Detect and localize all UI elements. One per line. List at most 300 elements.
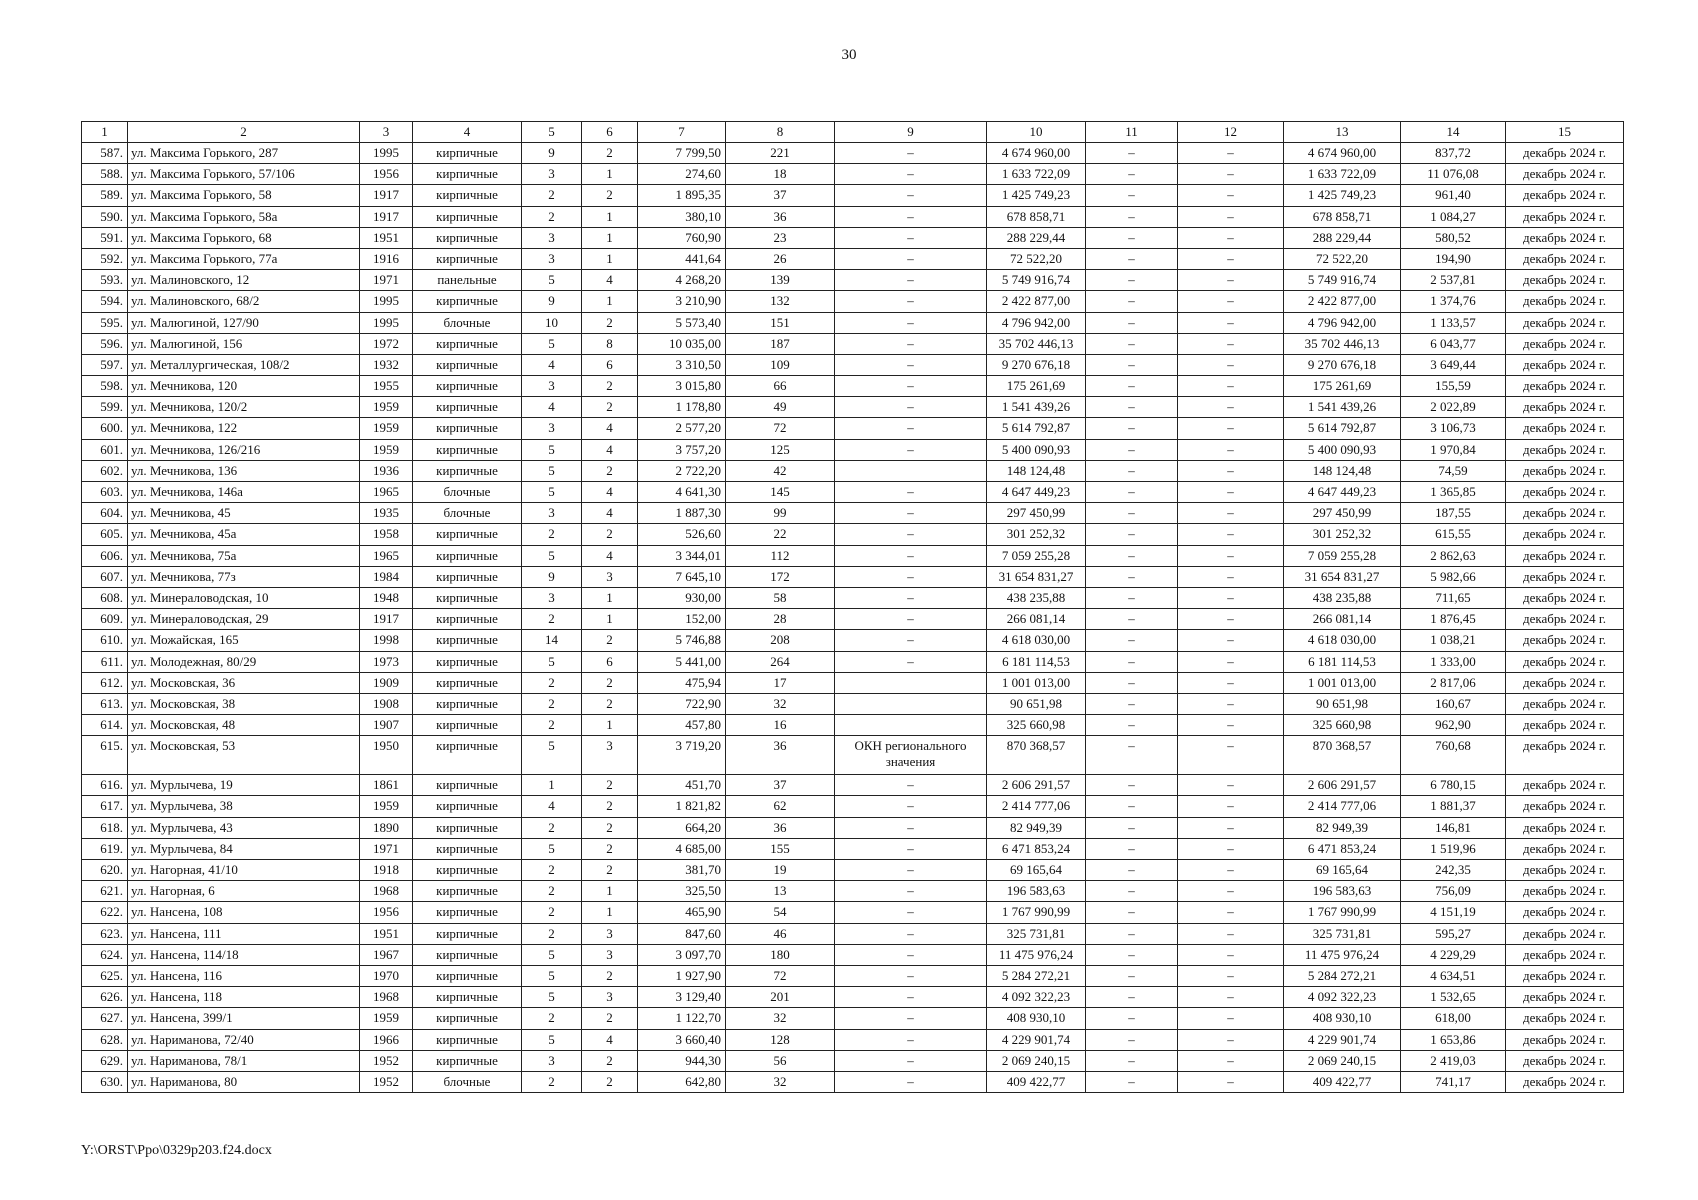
table-cell-col10: 1 541 439,26 <box>987 397 1086 418</box>
table-cell-col11: – <box>1086 248 1178 269</box>
table-cell-col7: 5 746,88 <box>638 630 726 651</box>
table-cell-col14: 741,17 <box>1401 1071 1506 1092</box>
table-cell-col8: 151 <box>726 312 835 333</box>
table-cell-col4: кирпичные <box>413 1029 522 1050</box>
table-cell-col9: – <box>835 185 987 206</box>
table-row <box>82 1050 1624 1071</box>
table-row <box>82 1071 1624 1092</box>
table-cell-col8: 128 <box>726 1029 835 1050</box>
table-row <box>82 312 1624 333</box>
table-cell-col7: 930,00 <box>638 587 726 608</box>
table-cell-col6: 2 <box>582 1008 638 1029</box>
table-cell-col15: декабрь 2024 г. <box>1506 354 1624 375</box>
table-cell-col10: 5 749 916,74 <box>987 270 1086 291</box>
table-cell-col5: 5 <box>522 270 582 291</box>
table-cell-col7: 722,90 <box>638 693 726 714</box>
table-cell-col2: ул. Металлургическая, 108/2 <box>128 354 360 375</box>
table-cell-col4: кирпичные <box>413 881 522 902</box>
table-cell-col6: 4 <box>582 270 638 291</box>
table-cell-col1: 610. <box>82 630 128 651</box>
table-cell-col6: 2 <box>582 1050 638 1071</box>
table-cell-col3: 1972 <box>360 333 413 354</box>
table-cell-col14: 595,27 <box>1401 923 1506 944</box>
table-cell-col11: – <box>1086 376 1178 397</box>
table-cell-col8: 37 <box>726 185 835 206</box>
table-cell-col2: ул. Нариманова, 72/40 <box>128 1029 360 1050</box>
table-cell-col3: 1966 <box>360 1029 413 1050</box>
table-cell-col8: 36 <box>726 817 835 838</box>
table-cell-col9: – <box>835 860 987 881</box>
table-cell-col4: кирпичные <box>413 460 522 481</box>
table-cell-col9: – <box>835 439 987 460</box>
table-cell-col13: 2 606 291,57 <box>1284 775 1401 796</box>
table-cell-col4: кирпичные <box>413 715 522 736</box>
table-cell-col13: 4 674 960,00 <box>1284 143 1401 164</box>
table-cell-col2: ул. Нариманова, 78/1 <box>128 1050 360 1071</box>
table-cell-col12: – <box>1178 460 1284 481</box>
table-cell-col4: кирпичные <box>413 227 522 248</box>
table-cell-col15: декабрь 2024 г. <box>1506 1029 1624 1050</box>
table-cell-col7: 642,80 <box>638 1071 726 1092</box>
table-cell-col10: 4 674 960,00 <box>987 143 1086 164</box>
table-cell-col11: – <box>1086 817 1178 838</box>
table-cell-col6: 4 <box>582 439 638 460</box>
table-row <box>82 566 1624 587</box>
table-cell-col2: ул. Малиновского, 12 <box>128 270 360 291</box>
table-cell-col10: 4 796 942,00 <box>987 312 1086 333</box>
table-cell-col5: 5 <box>522 736 582 775</box>
table-cell-col13: 196 583,63 <box>1284 881 1401 902</box>
table-cell-col10: 4 092 322,23 <box>987 987 1086 1008</box>
table-cell-col1: 609. <box>82 609 128 630</box>
table-cell-col5: 2 <box>522 693 582 714</box>
table-cell-col6: 6 <box>582 354 638 375</box>
column-header-13: 13 <box>1284 122 1401 143</box>
table-cell-col13: 870 368,57 <box>1284 736 1401 775</box>
table-cell-col7: 2 577,20 <box>638 418 726 439</box>
table-cell-col1: 624. <box>82 944 128 965</box>
table-cell-col2: ул. Нансена, 114/18 <box>128 944 360 965</box>
table-cell-col13: 6 471 853,24 <box>1284 838 1401 859</box>
table-cell-col10: 1 767 990,99 <box>987 902 1086 923</box>
table-cell-col9: – <box>835 965 987 986</box>
table-cell-col9: – <box>835 817 987 838</box>
table-cell-col4: кирпичные <box>413 164 522 185</box>
column-header-7: 7 <box>638 122 726 143</box>
table-cell-col12: – <box>1178 164 1284 185</box>
table-cell-col15: декабрь 2024 г. <box>1506 185 1624 206</box>
table-cell-col3: 1909 <box>360 672 413 693</box>
table-cell-col6: 4 <box>582 545 638 566</box>
table-cell-col2: ул. Мечникова, 146а <box>128 482 360 503</box>
table-cell-col15: декабрь 2024 г. <box>1506 881 1624 902</box>
column-header-2: 2 <box>128 122 360 143</box>
table-cell-col8: 145 <box>726 482 835 503</box>
table-cell-col7: 380,10 <box>638 206 726 227</box>
table-cell-col6: 1 <box>582 715 638 736</box>
table-cell-col14: 5 982,66 <box>1401 566 1506 587</box>
table-cell-col1: 598. <box>82 376 128 397</box>
table-cell-col3: 1968 <box>360 987 413 1008</box>
table-cell-col7: 944,30 <box>638 1050 726 1071</box>
table-cell-col11: – <box>1086 1071 1178 1092</box>
table-cell-col8: 37 <box>726 775 835 796</box>
table-cell-col4: кирпичные <box>413 185 522 206</box>
table-cell-col14: 4 229,29 <box>1401 944 1506 965</box>
table-cell-col12: – <box>1178 1071 1284 1092</box>
table-cell-col11: – <box>1086 587 1178 608</box>
table-cell-col7: 3 210,90 <box>638 291 726 312</box>
table-cell-col5: 3 <box>522 164 582 185</box>
table-cell-col11: – <box>1086 545 1178 566</box>
table-cell-col7: 7 645,10 <box>638 566 726 587</box>
table-row <box>82 354 1624 375</box>
table-body <box>82 122 1624 1093</box>
table-cell-col7: 1 821,82 <box>638 796 726 817</box>
table-cell-col7: 4 268,20 <box>638 270 726 291</box>
table-cell-col6: 2 <box>582 312 638 333</box>
table-cell-col10: 6 471 853,24 <box>987 838 1086 859</box>
table-cell-col9: – <box>835 227 987 248</box>
table-cell-col9: – <box>835 524 987 545</box>
table-cell-col4: блочные <box>413 312 522 333</box>
table-cell-col13: 288 229,44 <box>1284 227 1401 248</box>
table-cell-col2: ул. Малюгиной, 127/90 <box>128 312 360 333</box>
table-row <box>82 206 1624 227</box>
table-cell-col8: 49 <box>726 397 835 418</box>
table-cell-col7: 7 799,50 <box>638 143 726 164</box>
table-cell-col1: 606. <box>82 545 128 566</box>
table-cell-col3: 1965 <box>360 545 413 566</box>
table-cell-col2: ул. Молодежная, 80/29 <box>128 651 360 672</box>
table-cell-col10: 4 618 030,00 <box>987 630 1086 651</box>
table-cell-col13: 1 541 439,26 <box>1284 397 1401 418</box>
table-cell-col15: декабрь 2024 г. <box>1506 460 1624 481</box>
table-cell-col4: кирпичные <box>413 587 522 608</box>
table-row <box>82 248 1624 269</box>
table-cell-col6: 1 <box>582 902 638 923</box>
table-cell-col12: – <box>1178 817 1284 838</box>
table-cell-col15: декабрь 2024 г. <box>1506 1071 1624 1092</box>
table-cell-col12: – <box>1178 206 1284 227</box>
table-cell-col15: декабрь 2024 г. <box>1506 944 1624 965</box>
table-cell-col1: 605. <box>82 524 128 545</box>
table-cell-col2: ул. Максима Горького, 58 <box>128 185 360 206</box>
table-cell-col15: декабрь 2024 г. <box>1506 397 1624 418</box>
table-cell-col13: 2 422 877,00 <box>1284 291 1401 312</box>
table-cell-col13: 4 796 942,00 <box>1284 312 1401 333</box>
table-cell-col1: 596. <box>82 333 128 354</box>
table-cell-col6: 4 <box>582 503 638 524</box>
table-cell-col3: 1952 <box>360 1071 413 1092</box>
table-cell-col1: 599. <box>82 397 128 418</box>
table-cell-col8: 125 <box>726 439 835 460</box>
table-cell-col9: – <box>835 503 987 524</box>
table-cell-col12: – <box>1178 566 1284 587</box>
table-cell-col2: ул. Мечникова, 120 <box>128 376 360 397</box>
table-cell-col2: ул. Нансена, 111 <box>128 923 360 944</box>
table-cell-col13: 5 614 792,87 <box>1284 418 1401 439</box>
table-cell-col11: – <box>1086 312 1178 333</box>
table-cell-col13: 678 858,71 <box>1284 206 1401 227</box>
table-cell-col13: 4 647 449,23 <box>1284 482 1401 503</box>
table-cell-col13: 148 124,48 <box>1284 460 1401 481</box>
table-cell-col5: 3 <box>522 227 582 248</box>
table-cell-col11: – <box>1086 860 1178 881</box>
table-cell-col8: 56 <box>726 1050 835 1071</box>
table-cell-col7: 3 015,80 <box>638 376 726 397</box>
table-cell-col2: ул. Московская, 48 <box>128 715 360 736</box>
table-cell-col12: – <box>1178 693 1284 714</box>
table-cell-col11: – <box>1086 1008 1178 1029</box>
table-cell-col14: 1 333,00 <box>1401 651 1506 672</box>
table-cell-col11: – <box>1086 609 1178 630</box>
table-cell-col5: 2 <box>522 881 582 902</box>
table-cell-col13: 325 731,81 <box>1284 923 1401 944</box>
table-cell-col10: 5 614 792,87 <box>987 418 1086 439</box>
table-cell-col8: 46 <box>726 923 835 944</box>
column-header-5: 5 <box>522 122 582 143</box>
table-cell-col7: 451,70 <box>638 775 726 796</box>
table-cell-col9: – <box>835 545 987 566</box>
table-cell-col12: – <box>1178 418 1284 439</box>
table-cell-col14: 962,90 <box>1401 715 1506 736</box>
table-cell-col4: кирпичные <box>413 439 522 460</box>
table-cell-col13: 266 081,14 <box>1284 609 1401 630</box>
table-cell-col14: 1 365,85 <box>1401 482 1506 503</box>
table-cell-col7: 325,50 <box>638 881 726 902</box>
table-row <box>82 715 1624 736</box>
table-cell-col14: 615,55 <box>1401 524 1506 545</box>
table-cell-col3: 1959 <box>360 397 413 418</box>
table-cell-col9: – <box>835 1050 987 1071</box>
table-cell-col11: – <box>1086 693 1178 714</box>
table-cell-col12: – <box>1178 775 1284 796</box>
table-cell-col12: – <box>1178 630 1284 651</box>
table-cell-col13: 2 414 777,06 <box>1284 796 1401 817</box>
table-cell-col7: 3 129,40 <box>638 987 726 1008</box>
table-cell-col6: 8 <box>582 333 638 354</box>
table-cell-col12: – <box>1178 860 1284 881</box>
table-cell-col4: кирпичные <box>413 796 522 817</box>
table-cell-col1: 613. <box>82 693 128 714</box>
table-cell-col10: 4 647 449,23 <box>987 482 1086 503</box>
table-cell-col12: – <box>1178 651 1284 672</box>
table-cell-col6: 2 <box>582 630 638 651</box>
table-cell-col1: 621. <box>82 881 128 902</box>
table-cell-col3: 1917 <box>360 206 413 227</box>
table-cell-col8: 22 <box>726 524 835 545</box>
table-cell-col3: 1918 <box>360 860 413 881</box>
table-cell-col15: декабрь 2024 г. <box>1506 736 1624 775</box>
table-cell-col8: 62 <box>726 796 835 817</box>
table-cell-col7: 3 719,20 <box>638 736 726 775</box>
table-cell-col9: – <box>835 987 987 1008</box>
table-cell-col6: 2 <box>582 143 638 164</box>
table-cell-col2: ул. Мурлычева, 38 <box>128 796 360 817</box>
table-cell-col11: – <box>1086 270 1178 291</box>
table-cell-col2: ул. Московская, 53 <box>128 736 360 775</box>
table-row <box>82 902 1624 923</box>
table-cell-col7: 3 757,20 <box>638 439 726 460</box>
table-cell-col2: ул. Мечникова, 75а <box>128 545 360 566</box>
table-cell-col12: – <box>1178 185 1284 206</box>
table-cell-col11: – <box>1086 439 1178 460</box>
table-cell-col8: 264 <box>726 651 835 672</box>
table-cell-col10: 4 229 901,74 <box>987 1029 1086 1050</box>
table-cell-col3: 1951 <box>360 227 413 248</box>
table-cell-col6: 3 <box>582 944 638 965</box>
table-cell-col2: ул. Максима Горького, 58а <box>128 206 360 227</box>
table-cell-col9: – <box>835 902 987 923</box>
table-cell-col1: 611. <box>82 651 128 672</box>
table-cell-col7: 5 573,40 <box>638 312 726 333</box>
column-header-1: 1 <box>82 122 128 143</box>
table-cell-col14: 1 038,21 <box>1401 630 1506 651</box>
table-cell-col4: кирпичные <box>413 566 522 587</box>
table-cell-col1: 587. <box>82 143 128 164</box>
table-cell-col10: 90 651,98 <box>987 693 1086 714</box>
table-row <box>82 817 1624 838</box>
table-cell-col13: 5 400 090,93 <box>1284 439 1401 460</box>
table-cell-col6: 2 <box>582 838 638 859</box>
table-cell-col8: 16 <box>726 715 835 736</box>
table-row <box>82 630 1624 651</box>
table-cell-col2: ул. Московская, 36 <box>128 672 360 693</box>
table-row <box>82 333 1624 354</box>
table-cell-col1: 617. <box>82 796 128 817</box>
table-cell-col11: – <box>1086 143 1178 164</box>
table-cell-col11: – <box>1086 503 1178 524</box>
table-cell-col1: 604. <box>82 503 128 524</box>
table-cell-col15: декабрь 2024 г. <box>1506 987 1624 1008</box>
table-cell-col3: 1908 <box>360 693 413 714</box>
table-cell-col1: 601. <box>82 439 128 460</box>
table-cell-col15: декабрь 2024 г. <box>1506 838 1624 859</box>
table-cell-col8: 17 <box>726 672 835 693</box>
table-cell-col1: 607. <box>82 566 128 587</box>
table-cell-col1: 590. <box>82 206 128 227</box>
table-cell-col13: 1 633 722,09 <box>1284 164 1401 185</box>
table-row <box>82 881 1624 902</box>
table-cell-col2: ул. Малиновского, 68/2 <box>128 291 360 312</box>
table-cell-col8: 36 <box>726 206 835 227</box>
table-cell-col7: 664,20 <box>638 817 726 838</box>
table-cell-col1: 623. <box>82 923 128 944</box>
table-cell-col13: 1 425 749,23 <box>1284 185 1401 206</box>
table-cell-col3: 1973 <box>360 651 413 672</box>
table-cell-col9: – <box>835 312 987 333</box>
table-row <box>82 164 1624 185</box>
table-cell-col13: 11 475 976,24 <box>1284 944 1401 965</box>
housing-table <box>81 121 1624 1093</box>
table-cell-col15: декабрь 2024 г. <box>1506 482 1624 503</box>
table-cell-col13: 325 660,98 <box>1284 715 1401 736</box>
table-cell-col7: 465,90 <box>638 902 726 923</box>
table-cell-col15: декабрь 2024 г. <box>1506 693 1624 714</box>
table-cell-col4: кирпичные <box>413 923 522 944</box>
table-cell-col10: 2 606 291,57 <box>987 775 1086 796</box>
table-cell-col7: 1 178,80 <box>638 397 726 418</box>
table-cell-col5: 9 <box>522 291 582 312</box>
table-cell-col10: 69 165,64 <box>987 860 1086 881</box>
table-cell-col13: 7 059 255,28 <box>1284 545 1401 566</box>
table-cell-col9: – <box>835 944 987 965</box>
table-cell-col5: 2 <box>522 206 582 227</box>
table-cell-col6: 2 <box>582 524 638 545</box>
table-cell-col1: 616. <box>82 775 128 796</box>
table-cell-col8: 13 <box>726 881 835 902</box>
table-cell-col3: 1948 <box>360 587 413 608</box>
table-cell-col4: кирпичные <box>413 860 522 881</box>
table-cell-col4: кирпичные <box>413 1050 522 1071</box>
table-cell-col2: ул. Нансена, 108 <box>128 902 360 923</box>
table-cell-col10: 31 654 831,27 <box>987 566 1086 587</box>
table-cell-col3: 1890 <box>360 817 413 838</box>
table-cell-col2: ул. Мечникова, 126/216 <box>128 439 360 460</box>
table-cell-col2: ул. Мечникова, 122 <box>128 418 360 439</box>
table-cell-col1: 612. <box>82 672 128 693</box>
table-cell-col15: декабрь 2024 г. <box>1506 775 1624 796</box>
table-row <box>82 775 1624 796</box>
table-cell-col15: декабрь 2024 г. <box>1506 923 1624 944</box>
table-cell-col6: 2 <box>582 376 638 397</box>
table-cell-col11: – <box>1086 418 1178 439</box>
table-cell-col12: – <box>1178 524 1284 545</box>
table-cell-col9: – <box>835 630 987 651</box>
table-cell-col10: 438 235,88 <box>987 587 1086 608</box>
table-cell-col14: 4 151,19 <box>1401 902 1506 923</box>
table-cell-col15: декабрь 2024 г. <box>1506 609 1624 630</box>
table-cell-col11: – <box>1086 987 1178 1008</box>
table-cell-col2: ул. Нагорная, 41/10 <box>128 860 360 881</box>
table-cell-col11: – <box>1086 354 1178 375</box>
table-cell-col5: 2 <box>522 817 582 838</box>
table-cell-col4: блочные <box>413 503 522 524</box>
table-cell-col10: 196 583,63 <box>987 881 1086 902</box>
table-row <box>82 291 1624 312</box>
table-cell-col3: 1998 <box>360 630 413 651</box>
table-cell-col9: – <box>835 482 987 503</box>
table-row <box>82 651 1624 672</box>
table-cell-col4: кирпичные <box>413 902 522 923</box>
table-cell-col1: 619. <box>82 838 128 859</box>
table-cell-col4: кирпичные <box>413 693 522 714</box>
table-cell-col3: 1935 <box>360 503 413 524</box>
table-cell-col11: – <box>1086 923 1178 944</box>
table-cell-col12: – <box>1178 482 1284 503</box>
table-cell-col3: 1995 <box>360 291 413 312</box>
table-cell-col4: кирпичные <box>413 143 522 164</box>
table-cell-col5: 9 <box>522 143 582 164</box>
table-cell-col7: 526,60 <box>638 524 726 545</box>
table-cell-col8: 54 <box>726 902 835 923</box>
table-cell-col3: 1968 <box>360 881 413 902</box>
table-cell-col11: – <box>1086 566 1178 587</box>
table-cell-col2: ул. Мурлычева, 43 <box>128 817 360 838</box>
table-cell-col13: 5 749 916,74 <box>1284 270 1401 291</box>
table-cell-col14: 3 649,44 <box>1401 354 1506 375</box>
table-cell-col12: – <box>1178 838 1284 859</box>
table-cell-col6: 2 <box>582 185 638 206</box>
table-cell-col14: 2 022,89 <box>1401 397 1506 418</box>
column-header-9: 9 <box>835 122 987 143</box>
table-cell-col11: – <box>1086 397 1178 418</box>
table-cell-col9: – <box>835 796 987 817</box>
table-cell-col11: – <box>1086 902 1178 923</box>
table-cell-col13: 69 165,64 <box>1284 860 1401 881</box>
table-cell-col7: 1 927,90 <box>638 965 726 986</box>
